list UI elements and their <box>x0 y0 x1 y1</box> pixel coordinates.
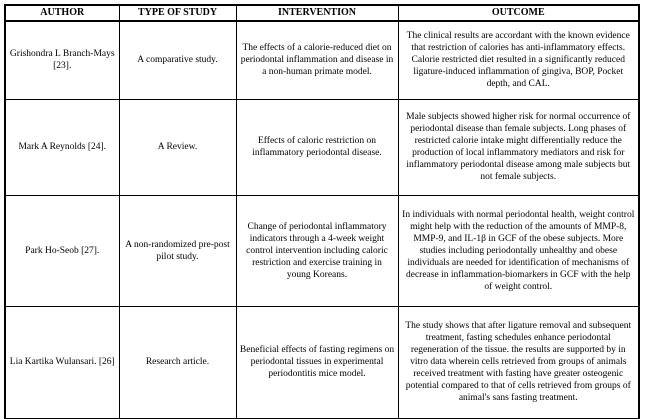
study-type-cell: Research article. <box>119 306 236 419</box>
column-header-intervention: INTERVENTION <box>236 5 398 21</box>
table-header-row <box>5 5 639 21</box>
outcome-cell: The clinical results are accordant with the known evidence that restriction of calories has anti-inflammatory effects. Calorie restricted diet resulted in a significantly reduced ligature-induced inflammation of gingiva, BOP, Pocket depth, and CAL. <box>398 21 639 99</box>
intervention-cell: Beneficial effects of fasting regimens on periodontal tissues in experimental periodontitis mice model. <box>236 306 398 419</box>
table-row <box>5 195 639 306</box>
author-cell: Grishondra L Branch-Mays [23]. <box>5 21 119 99</box>
column-header-type-of-study: TYPE OF STUDY <box>119 5 236 21</box>
column-header-author: AUTHOR <box>5 5 119 21</box>
study-type-cell: A comparative study. <box>119 21 236 99</box>
table-row <box>5 21 639 99</box>
author-cell: Mark A Reynolds [24]. <box>5 99 119 195</box>
author-cell: Lia Kartika Wulansari. [26] <box>5 306 119 419</box>
outcome-cell: In individuals with normal periodontal health, weight control might help with the reduction of the amounts of MMP-8, MMP-9, and IL-1β in GCF of the obese subjects. More studies including periodontally unhealthy and obese individuals are needed for identification of mechanisms of decrease in inflammation-biomarkers in GCF with the help of weight control. <box>398 195 639 306</box>
intervention-cell: Effects of caloric restriction on inflammatory periodontal disease. <box>236 99 398 195</box>
table-row <box>5 99 639 195</box>
literature-review-table <box>4 4 640 419</box>
intervention-cell: Change of periodontal inflammatory indicators through a 4-week weight control intervention including caloric restriction and exercise training in young Koreans. <box>236 195 398 306</box>
author-cell: Park Ho-Seob [27]. <box>5 195 119 306</box>
table-row <box>5 306 639 419</box>
intervention-cell: The effects of a calorie-reduced diet on periodontal inflammation and disease in a non-human primate model. <box>236 21 398 99</box>
outcome-cell: The study shows that after ligature removal and subsequent treatment, fasting schedules enhance periodontal regeneration of the tissue. the results are supported by in vitro data wherein cells retrieved from groups of animals received treatment with fasting have greater osteogenic potential compared to that of cells retrieved from groups of animal's sans fasting treatment. <box>398 306 639 419</box>
study-type-cell: A non-randomized pre-post pilot study. <box>119 195 236 306</box>
outcome-cell: Male subjects showed higher risk for normal occurrence of periodontal disease than female subjects. Long phases of restricted calorie intake might differentially reduce the production of local inflammatory mediators and risk for inflammatory periodontal disease among male subjects but not female subjects. <box>398 99 639 195</box>
study-type-cell: A Review. <box>119 99 236 195</box>
column-header-outcome: OUTCOME <box>398 5 639 21</box>
